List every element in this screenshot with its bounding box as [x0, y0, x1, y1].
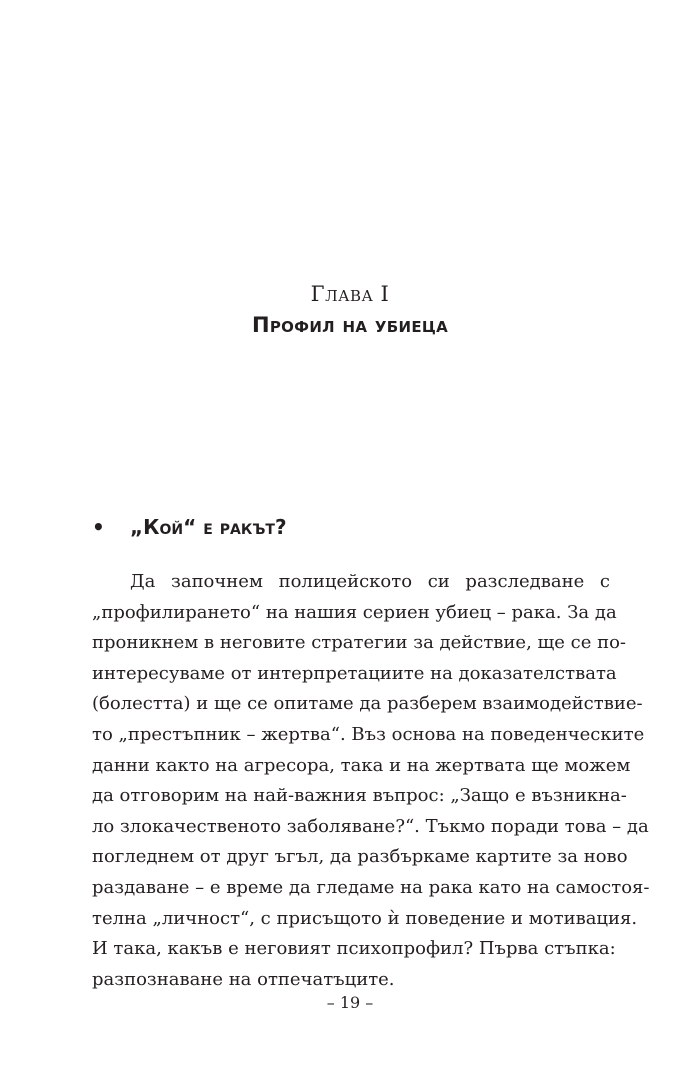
paragraph-line: телна „личност“, с присъщото ѝ поведение и мотивация.	[92, 907, 638, 929]
paragraph-line: интересуваме от интерпретациите на доказателствата	[92, 662, 617, 684]
section-heading	[92, 515, 287, 539]
chapter-title: Профил на убиеца	[251, 313, 449, 337]
paragraph-line: ло злокачественото заболяване?“. Тъкмо поради това – да	[92, 815, 649, 837]
body-paragraph	[92, 567, 650, 995]
paragraph-line: раздаване – е време да гледаме на рака като на самостоя-	[92, 876, 650, 898]
page-number: – 19 –	[326, 993, 374, 1012]
paragraph-line: то „престъпник – жертва“. Въз основа на поведенческите	[92, 723, 645, 745]
bullet-icon: •	[92, 515, 105, 539]
paragraph-line: „профилирането“ на нашия сериен убиец – рака. За да	[92, 601, 617, 623]
paragraph-line: проникнем в неговите стратегии за действие, ще се по-	[92, 632, 627, 654]
paragraph-line: Да започнем полицейското си разследване с	[130, 571, 610, 592]
paragraph-line: (болестта) и ще се опитаме да разберем взаимодействие-	[92, 693, 643, 715]
paragraph-line: да отговорим на най-важния въпрос: „Защо е възникна-	[92, 785, 627, 807]
paragraph-line: разпознаване на отпечатъците.	[92, 968, 395, 990]
paragraph-line: И така, какъв е неговият психопрофил? Първа стъпка:	[92, 938, 616, 960]
section-heading-text: „Кой“ е ракът?	[130, 515, 287, 539]
paragraph-line: погледнем от друг ъгъл, да разбъркаме картите за ново	[92, 846, 628, 868]
paragraph-line: данни както на агресора, така и на жертвата ще можем	[92, 754, 631, 776]
chapter-label: Глава I	[310, 282, 390, 306]
